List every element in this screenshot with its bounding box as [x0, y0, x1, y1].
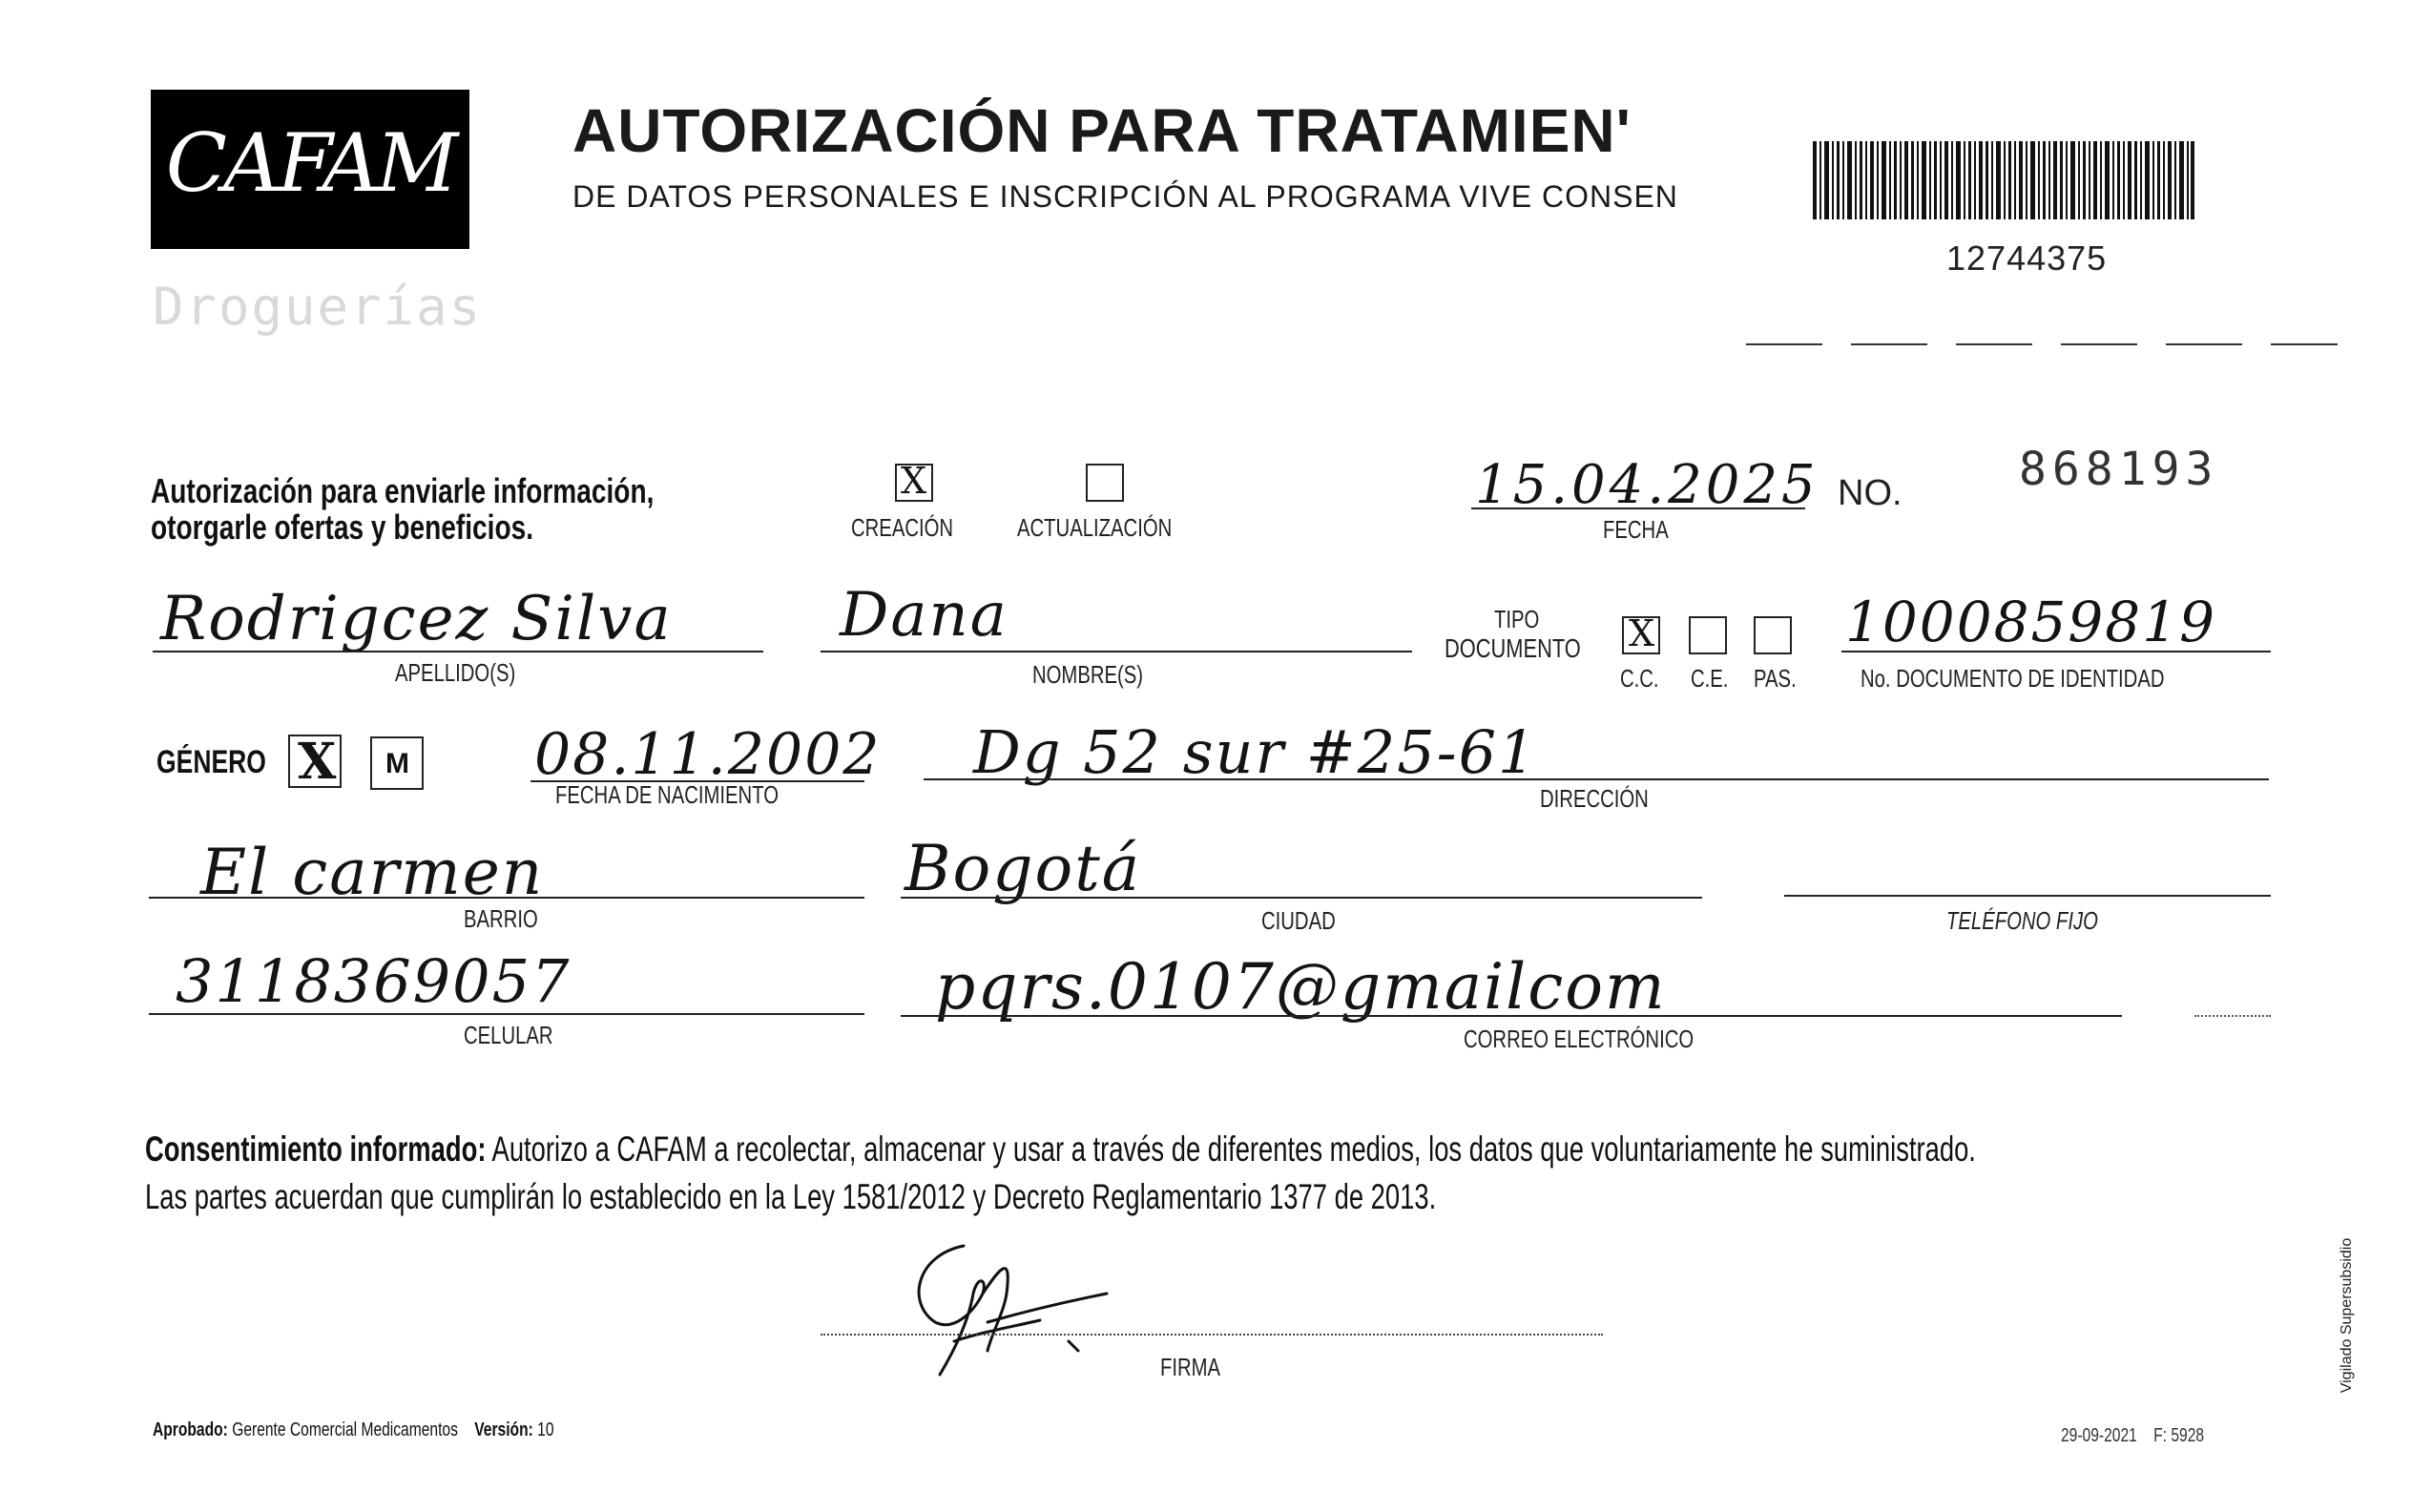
consent-line-1 — [145, 1129, 1976, 1170]
correo-label: CORREO ELECTRÓNICO — [1464, 1025, 1695, 1053]
direccion-label: DIRECCIÓN — [1540, 784, 1649, 813]
consent-bold: Consentimiento informado: — [145, 1129, 487, 1169]
cc-checkbox[interactable] — [1622, 612, 1660, 654]
correo-value: pqrs.0107@gmailcom — [935, 950, 1667, 1024]
nombres-line — [821, 651, 1412, 652]
correo-line — [901, 1015, 2122, 1017]
genero-f-checkbox[interactable] — [288, 733, 342, 791]
date-underline — [1471, 507, 1805, 509]
direccion-line — [924, 778, 2269, 780]
creation-checkbox[interactable] — [895, 460, 933, 502]
tipo-label-2: DOCUMENTO — [1445, 633, 1581, 663]
header-dashes — [1746, 343, 2338, 345]
telefono-line — [1784, 895, 2271, 897]
apellidos-line — [153, 651, 763, 652]
consent-line-2: Las partes acuerdan que cumplirán lo establecido en la Ley 1581/2012 y Decreto Reglamentario 1377 de 2013. — [145, 1177, 1437, 1216]
ciudad-line — [901, 897, 1702, 899]
nacimiento-label: FECHA DE NACIMIENTO — [555, 780, 780, 809]
version-value: 10 — [537, 1419, 554, 1440]
footer-right — [2061, 1425, 2204, 1447]
genero-m-checkbox[interactable] — [370, 736, 424, 790]
celular-label: CELULAR — [464, 1021, 553, 1049]
ce-checkbox[interactable] — [1689, 616, 1727, 654]
nacimiento-value: 08.11.2002 — [534, 721, 882, 788]
documento-value: 1000859819 — [1845, 590, 2217, 654]
barrio-value: El carmen — [200, 836, 545, 909]
cc-mark: X — [1629, 612, 1657, 654]
update-checkbox[interactable] — [1086, 464, 1124, 502]
form-title: AUTORIZACIÓN PARA TRATAMIEN' — [572, 96, 1632, 165]
barrio-line — [149, 897, 864, 899]
authorization-text-1: Autorización para enviarle información, — [151, 471, 655, 510]
apellidos-value: Rodrigcez Silva — [160, 584, 673, 654]
footer-approved — [153, 1419, 553, 1441]
signature-drawing — [897, 1236, 1126, 1379]
pas-label: PAS. — [1754, 664, 1797, 693]
footer-code: F: 5928 — [2153, 1425, 2205, 1446]
documento-label: No. DOCUMENTO DE IDENTIDAD — [1861, 664, 2165, 693]
nombres-value: Dana — [840, 580, 1008, 651]
barrio-label: BARRIO — [464, 904, 538, 933]
footer-date: 29-09-2021 — [2061, 1425, 2137, 1446]
barcode-number: 12744375 — [1946, 238, 2108, 278]
aprobado-label: Aprobado: — [153, 1419, 228, 1440]
genero-f-mark: X — [298, 733, 339, 791]
direccion-value: Dg 52 sur #25-61 — [973, 717, 1538, 787]
nombres-label: NOMBRE(S) — [1032, 660, 1144, 689]
cafam-logo — [151, 90, 469, 249]
celular-line — [149, 1013, 864, 1015]
version-label: Versión: — [474, 1419, 533, 1440]
form-subtitle: DE DATOS PERSONALES E INSCRIPCIÓN AL PROGRAMA VIVE CONSEN — [572, 179, 1678, 214]
ciudad-value: Bogotá — [904, 832, 1142, 905]
correo-line-end — [2194, 1015, 2271, 1017]
barcode — [1813, 141, 2194, 219]
logo-text: CAFAM — [165, 116, 455, 210]
creation-mark: X — [901, 460, 929, 502]
logo-subtext: Droguerías — [153, 277, 483, 337]
tipo-label-1: TIPO — [1494, 605, 1540, 633]
telefono-label: TELÉFONO FIJO — [1946, 906, 2098, 935]
update-label: ACTUALIZACIÓN — [1017, 513, 1173, 542]
number-value: 868193 — [2019, 443, 2219, 496]
cc-label: C.C. — [1620, 664, 1659, 693]
ce-label: C.E. — [1691, 664, 1729, 693]
documento-line — [1841, 651, 2271, 652]
pas-checkbox[interactable] — [1754, 616, 1792, 654]
aprobado-value: Gerente Comercial Medicamentos — [232, 1419, 458, 1440]
number-label: NO. — [1838, 473, 1903, 513]
consent-text-1: Autorizo a CAFAM a recolectar, almacenar y usar a través de diferentes medios, los datos que voluntariamente he suministrado. — [486, 1129, 1976, 1169]
side-text: Vigilado Supersubsidio — [2339, 1237, 2355, 1394]
genero-label: GÉNERO — [156, 744, 266, 780]
signature-line — [821, 1334, 1603, 1336]
authorization-text-2: otorgarle ofertas y beneficios. — [151, 507, 534, 547]
genero-m-label: M — [385, 748, 409, 779]
celular-value: 3118369057 — [176, 946, 572, 1016]
apellidos-label: APELLIDO(S) — [395, 658, 516, 687]
ciudad-label: CIUDAD — [1261, 906, 1336, 935]
date-value: 15.04.2025 — [1475, 454, 1819, 516]
signature-label: FIRMA — [1160, 1353, 1221, 1381]
creation-label: CREACIÓN — [851, 513, 954, 542]
date-label: FECHA — [1603, 515, 1669, 544]
